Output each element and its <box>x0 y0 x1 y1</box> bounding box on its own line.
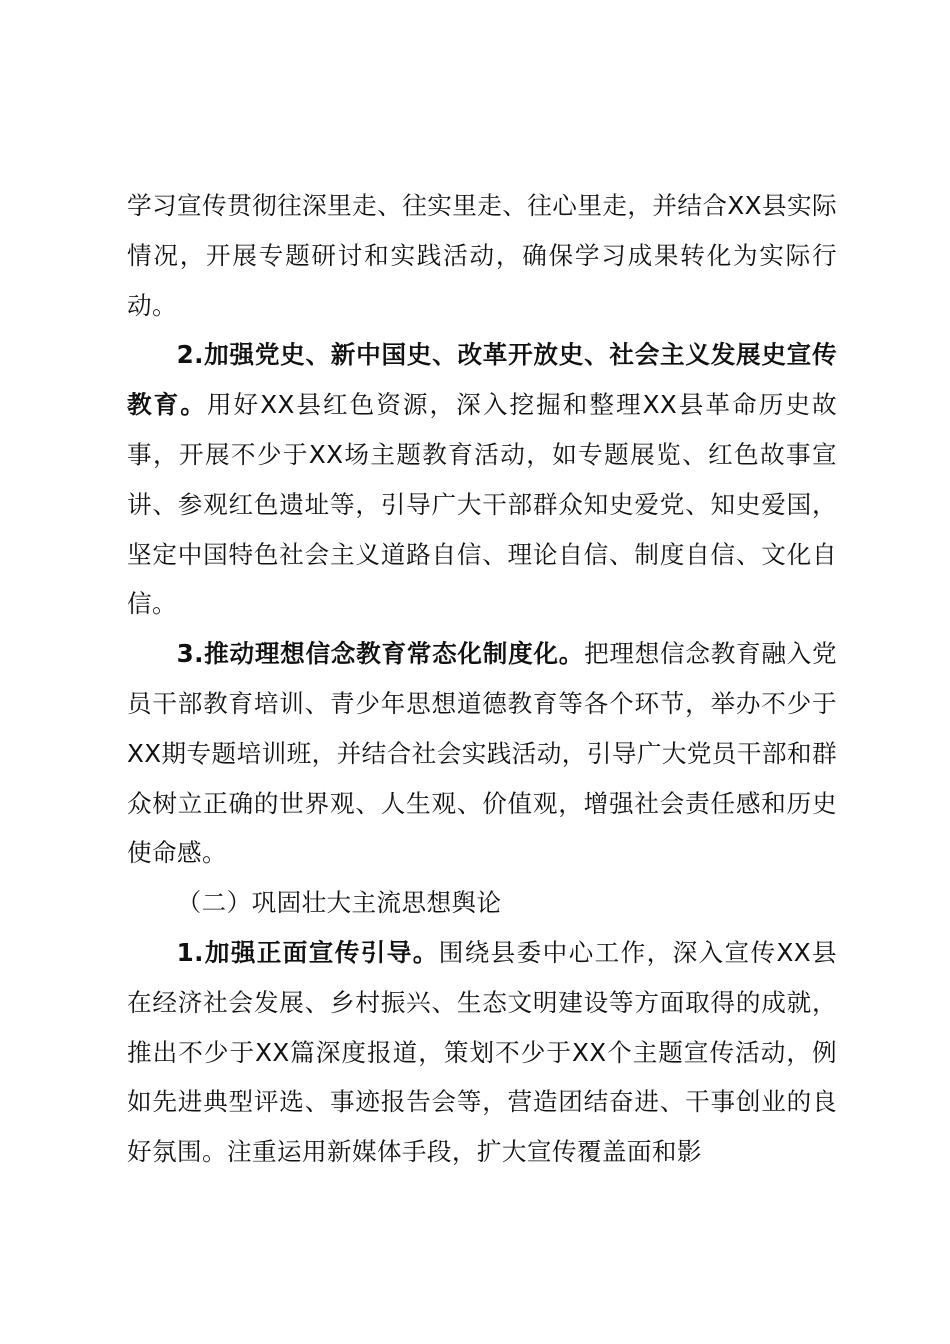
paragraph-text: 把理想信念教育融入党员干部教育培训、青少年思想道德教育等各个环节，举办不少于XX期专题培训班，并结合社会实践活动，引导广大党员干部和群众树立正确的世界观、人生观、价值观，增强社会责任感和历史使命感。 <box>127 639 837 868</box>
paragraph-heading: 2.加强党史、新中国史、改革开放史、社会主义发展史宣传教育。 <box>127 340 837 420</box>
paragraph-heading: 1.加强正面宣传引导。 <box>176 937 439 967</box>
paragraph-heading: 3.推动理想信念教育常态化制度化。 <box>176 639 585 669</box>
paragraph-party-history-education <box>127 330 837 629</box>
paragraph-text: 学习宣传贯彻往深里走、往实里走、往心里走，并结合XX县实际情况，开展专题研讨和实践活动，确保学习成果转化为实际行动。 <box>127 191 837 320</box>
paragraph-ideals-education <box>127 629 837 878</box>
document-body <box>127 181 837 1177</box>
paragraph-positive-publicity <box>127 928 837 1177</box>
paragraph-continuation <box>127 181 837 330</box>
paragraph-text: 用好XX县红色资源，深入挖掘和整理XX县革命历史故事，开展不少于XX场主题教育活动，如专题展览、红色故事宣讲、参观红色遗址等，引导广大干部群众知史爱党、知史爱国，坚定中国特色社会主义道路自信、理论自信、制度自信、文化自信。 <box>127 390 837 619</box>
paragraph-text: 围绕县委中心工作，深入宣传XX县在经济社会发展、乡村振兴、生态文明建设等方面取得的成就，推出不少于XX篇深度报道，策划不少于XX个主题宣传活动，例如先进典型评选、事迹报告会等，营造团结奋进、干事创业的良好氛围。注重运用新媒体手段，扩大宣传覆盖面和影 <box>127 937 837 1167</box>
section-heading <box>127 878 837 928</box>
section-heading-text: （二）巩固壮大主流思想舆论 <box>176 888 502 918</box>
